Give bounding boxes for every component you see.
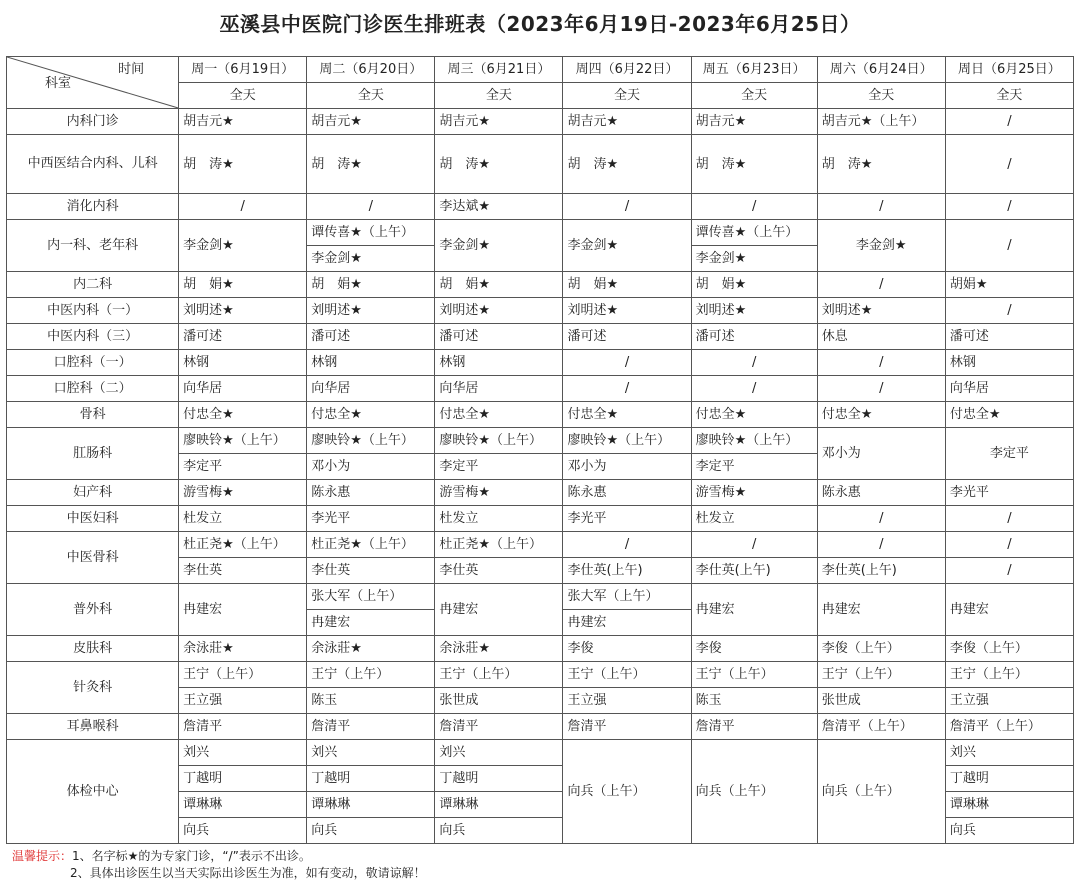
table-row	[7, 506, 1074, 532]
doctor-cell: 刘明述★	[817, 298, 945, 324]
period-cell: 全天	[179, 83, 307, 109]
doctor-cell: 陈玉	[691, 688, 817, 714]
period-cell: 全天	[691, 83, 817, 109]
day-header: 周四（6月22日）	[563, 57, 691, 83]
doctor-cell: 胡 涛★	[179, 135, 307, 194]
doctor-cell: 胡吉元★（上午）	[817, 109, 945, 135]
table-row	[7, 194, 1074, 220]
doctor-cell: 胡娟★	[945, 272, 1073, 298]
doctor-cell: 詹清平（上午）	[945, 714, 1073, 740]
dept-name: 口腔科（二）	[7, 376, 179, 402]
doctor-cell: 邓小为	[817, 428, 945, 480]
doctor-cell: /	[945, 220, 1073, 272]
doctor-cell: 付忠全★	[307, 402, 435, 428]
doctor-cell: 潘可述	[307, 324, 435, 350]
doctor-cell: 李俊	[563, 636, 691, 662]
doctor-cell: /	[945, 298, 1073, 324]
dept-name: 中医骨科	[7, 532, 179, 584]
doctor-cell: 向兵（上午）	[691, 740, 817, 844]
doctor-cell: 王宁（上午）	[179, 662, 307, 688]
page-title: 巫溪县中医院门诊医生排班表（2023年6月19日-2023年6月25日）	[219, 12, 861, 36]
doctor-cell: 张世成	[817, 688, 945, 714]
doctor-cell: 刘明述★	[691, 298, 817, 324]
doctor-cell: 冉建宏	[563, 610, 691, 636]
dept-name: 口腔科（一）	[7, 350, 179, 376]
notes	[12, 848, 426, 882]
doctor-cell: 胡 娟★	[435, 272, 563, 298]
doctor-cell: 王宁（上午）	[945, 662, 1073, 688]
doctor-cell: 游雪梅★	[691, 480, 817, 506]
day-header: 周二（6月20日）	[307, 57, 435, 83]
doctor-cell: 李定平	[435, 454, 563, 480]
doctor-cell: 李达斌★	[435, 194, 563, 220]
period-cell: 全天	[817, 83, 945, 109]
doctor-cell: 李俊（上午）	[945, 636, 1073, 662]
dept-name: 肛肠科	[7, 428, 179, 480]
doctor-cell: /	[945, 558, 1073, 584]
doctor-cell: 陈玉	[307, 688, 435, 714]
doctor-cell: 付忠全★	[691, 402, 817, 428]
doctor-cell: 李光平	[307, 506, 435, 532]
doctor-cell: 潘可述	[691, 324, 817, 350]
dept-name: 消化内科	[7, 194, 179, 220]
doctor-cell: 詹清平	[179, 714, 307, 740]
notes-label: 温馨提示：	[12, 849, 73, 863]
doctor-cell: 胡 娟★	[179, 272, 307, 298]
doctor-cell: /	[179, 194, 307, 220]
doctor-cell: 王宁（上午）	[435, 662, 563, 688]
table-row	[7, 532, 1074, 558]
doctor-cell: 刘明述★	[435, 298, 563, 324]
doctor-cell: /	[945, 194, 1073, 220]
doctor-cell: 王立强	[563, 688, 691, 714]
doctor-cell: 冉建宏	[817, 584, 945, 636]
doctor-cell: 丁越明	[435, 766, 563, 792]
dept-name: 内一科、老年科	[7, 220, 179, 272]
doctor-cell: 廖映铃★（上午）	[307, 428, 435, 454]
doctor-cell: 向华居	[179, 376, 307, 402]
doctor-cell: 胡 娟★	[691, 272, 817, 298]
doctor-cell: 李金剑★	[307, 246, 435, 272]
doctor-cell: 林钢	[179, 350, 307, 376]
doctor-cell: 陈永惠	[307, 480, 435, 506]
doctor-cell: 李定平	[691, 454, 817, 480]
doctor-cell: 邓小为	[307, 454, 435, 480]
doctor-cell: 胡 娟★	[307, 272, 435, 298]
doctor-cell: 王宁（上午）	[563, 662, 691, 688]
dept-name: 耳鼻喉科	[7, 714, 179, 740]
doctor-cell: 冉建宏	[691, 584, 817, 636]
header-row	[7, 57, 1074, 83]
doctor-cell: /	[563, 376, 691, 402]
dept-name: 妇产科	[7, 480, 179, 506]
doctor-cell: 向兵	[435, 818, 563, 844]
table-row	[7, 584, 1074, 610]
table-row	[7, 636, 1074, 662]
doctor-cell: 李仕英(上午)	[563, 558, 691, 584]
doctor-cell: 陈永惠	[817, 480, 945, 506]
doctor-cell: /	[817, 194, 945, 220]
table-row	[7, 350, 1074, 376]
note-line-1	[12, 848, 426, 865]
doctor-cell: 李金剑★	[179, 220, 307, 272]
doctor-cell: 张世成	[435, 688, 563, 714]
doctor-cell: 余泳莊★	[435, 636, 563, 662]
period-cell: 全天	[307, 83, 435, 109]
dept-name: 中医妇科	[7, 506, 179, 532]
doctor-cell: 李金剑★	[691, 246, 817, 272]
doctor-cell: 潘可述	[179, 324, 307, 350]
doctor-cell: 李定平	[179, 454, 307, 480]
doctor-cell: 余泳莊★	[307, 636, 435, 662]
doctor-cell: 王宁（上午）	[691, 662, 817, 688]
doctor-cell: /	[945, 135, 1073, 194]
dept-name: 针灸科	[7, 662, 179, 714]
doctor-cell: 向兵	[307, 818, 435, 844]
doctor-cell: 胡 娟★	[563, 272, 691, 298]
table-row	[7, 272, 1074, 298]
doctor-cell: /	[563, 194, 691, 220]
doctor-cell: 詹清平	[563, 714, 691, 740]
doctor-cell: 陈永惠	[563, 480, 691, 506]
doctor-cell: /	[691, 194, 817, 220]
table-row	[7, 298, 1074, 324]
doctor-cell: 邓小为	[563, 454, 691, 480]
doctor-cell: /	[945, 506, 1073, 532]
doctor-cell: /	[691, 376, 817, 402]
doctor-cell: 杜正尧★（上午）	[435, 532, 563, 558]
table-row	[7, 402, 1074, 428]
doctor-cell: 余泳莊★	[179, 636, 307, 662]
doctor-cell: 李仕英(上午)	[691, 558, 817, 584]
period-cell: 全天	[435, 83, 563, 109]
table-row	[7, 428, 1074, 454]
doctor-cell: 李光平	[563, 506, 691, 532]
doctor-cell: 付忠全★	[817, 402, 945, 428]
doctor-cell: 向华居	[945, 376, 1073, 402]
doctor-cell: 廖映铃★（上午）	[691, 428, 817, 454]
doctor-cell: 李光平	[945, 480, 1073, 506]
doctor-cell: 李金剑★	[435, 220, 563, 272]
doctor-cell: /	[691, 532, 817, 558]
table-row	[7, 714, 1074, 740]
doctor-cell: 胡 涛★	[307, 135, 435, 194]
doctor-cell: 廖映铃★（上午）	[563, 428, 691, 454]
dept-name: 中医内科（一）	[7, 298, 179, 324]
doctor-cell: 谭传喜★（上午）	[307, 220, 435, 246]
doctor-cell: 向兵（上午）	[563, 740, 691, 844]
doctor-cell: 付忠全★	[435, 402, 563, 428]
doctor-cell: 刘兴	[435, 740, 563, 766]
day-header: 周三（6月21日）	[435, 57, 563, 83]
doctor-cell: 王立强	[179, 688, 307, 714]
doctor-cell: 谭琳琳	[307, 792, 435, 818]
doctor-cell: 张大军（上午）	[563, 584, 691, 610]
dept-name: 骨科	[7, 402, 179, 428]
corner-label-dept: 科室	[45, 76, 72, 91]
doctor-cell: 谭传喜★（上午）	[691, 220, 817, 246]
corner-label-time: 时间	[118, 62, 145, 77]
doctor-cell: 杜发立	[435, 506, 563, 532]
doctor-cell: 谭琳琳	[945, 792, 1073, 818]
doctor-cell: 李仕英	[179, 558, 307, 584]
doctor-cell: 王立强	[945, 688, 1073, 714]
period-cell: 全天	[563, 83, 691, 109]
doctor-cell: 付忠全★	[563, 402, 691, 428]
doctor-cell: 刘明述★	[563, 298, 691, 324]
note-text-1: 1、名字标★的为专家门诊，“/”表示不出诊。	[72, 849, 311, 863]
dept-name: 内二科	[7, 272, 179, 298]
doctor-cell: /	[945, 109, 1073, 135]
doctor-cell: /	[563, 350, 691, 376]
doctor-cell: 胡吉元★	[435, 109, 563, 135]
doctor-cell: 詹清平	[435, 714, 563, 740]
doctor-cell: 谭琳琳	[435, 792, 563, 818]
doctor-cell: 李俊	[691, 636, 817, 662]
doctor-cell: 刘明述★	[179, 298, 307, 324]
doctor-cell: 向华居	[435, 376, 563, 402]
doctor-cell: 胡 涛★	[563, 135, 691, 194]
doctor-cell: 詹清平（上午）	[817, 714, 945, 740]
doctor-cell: /	[307, 194, 435, 220]
doctor-cell: 向兵（上午）	[817, 740, 945, 844]
period-cell: 全天	[945, 83, 1073, 109]
dept-name: 中医内科（三）	[7, 324, 179, 350]
doctor-cell: 李仕英	[307, 558, 435, 584]
doctor-cell: 林钢	[307, 350, 435, 376]
doctor-cell: 李俊（上午）	[817, 636, 945, 662]
table-row	[7, 109, 1074, 135]
doctor-cell: 向兵	[945, 818, 1073, 844]
doctor-cell: 刘兴	[179, 740, 307, 766]
doctor-cell: 向华居	[307, 376, 435, 402]
doctor-cell: 刘兴	[945, 740, 1073, 766]
doctor-cell: 游雪梅★	[179, 480, 307, 506]
doctor-cell: 丁越明	[307, 766, 435, 792]
day-header: 周日（6月25日）	[945, 57, 1073, 83]
doctor-cell: 游雪梅★	[435, 480, 563, 506]
doctor-cell: 潘可述	[435, 324, 563, 350]
doctor-cell: 丁越明	[945, 766, 1073, 792]
doctor-cell: /	[817, 506, 945, 532]
dept-name: 皮肤科	[7, 636, 179, 662]
doctor-cell: 詹清平	[307, 714, 435, 740]
doctor-cell: 廖映铃★（上午）	[179, 428, 307, 454]
doctor-cell: 李仕英(上午)	[817, 558, 945, 584]
doctor-cell: 张大军（上午）	[307, 584, 435, 610]
doctor-cell: 杜正尧★（上午）	[307, 532, 435, 558]
doctor-cell: 詹清平	[691, 714, 817, 740]
doctor-cell: 向兵	[179, 818, 307, 844]
doctor-cell: 胡 涛★	[435, 135, 563, 194]
doctor-cell: 丁越明	[179, 766, 307, 792]
doctor-cell: /	[691, 350, 817, 376]
doctor-cell: 潘可述	[945, 324, 1073, 350]
day-header: 周五（6月23日）	[691, 57, 817, 83]
dept-name: 体检中心	[7, 740, 179, 844]
doctor-cell: 胡吉元★	[563, 109, 691, 135]
doctor-cell: 刘兴	[307, 740, 435, 766]
doctor-cell: 胡吉元★	[179, 109, 307, 135]
doctor-cell: /	[817, 532, 945, 558]
doctor-cell: 胡吉元★	[691, 109, 817, 135]
dept-name: 内科门诊	[7, 109, 179, 135]
table-row	[7, 376, 1074, 402]
doctor-cell: 王宁（上午）	[817, 662, 945, 688]
doctor-cell: 胡吉元★	[307, 109, 435, 135]
doctor-cell: 杜发立	[179, 506, 307, 532]
table-row	[7, 324, 1074, 350]
doctor-cell: 胡 涛★	[691, 135, 817, 194]
day-header: 周一（6月19日）	[179, 57, 307, 83]
schedule-table	[6, 56, 1074, 844]
doctor-cell: 休息	[817, 324, 945, 350]
table-row	[7, 662, 1074, 688]
doctor-cell: /	[817, 350, 945, 376]
table-row	[7, 220, 1074, 246]
dept-name: 普外科	[7, 584, 179, 636]
doctor-cell: 谭琳琳	[179, 792, 307, 818]
dept-name: 中西医结合内科、儿科	[7, 135, 179, 194]
doctor-cell: 潘可述	[563, 324, 691, 350]
doctor-cell: 冉建宏	[435, 584, 563, 636]
table-row	[7, 135, 1074, 194]
doctor-cell: 李定平	[945, 428, 1073, 480]
day-header: 周六（6月24日）	[817, 57, 945, 83]
doctor-cell: 胡 涛★	[817, 135, 945, 194]
table-row	[7, 480, 1074, 506]
doctor-cell: 林钢	[945, 350, 1073, 376]
doctor-cell: 刘明述★	[307, 298, 435, 324]
diagonal-line	[7, 57, 178, 108]
doctor-cell: 冉建宏	[945, 584, 1073, 636]
doctor-cell: 杜发立	[691, 506, 817, 532]
note-line-2: 2、具体出诊医生以当天实际出诊医生为准，如有变动，敬请谅解！	[70, 866, 426, 880]
doctor-cell: 李金剑★	[817, 220, 945, 272]
doctor-cell: 廖映铃★（上午）	[435, 428, 563, 454]
doctor-cell: 李金剑★	[563, 220, 691, 272]
doctor-cell: /	[817, 376, 945, 402]
doctor-cell: /	[563, 532, 691, 558]
doctor-cell: 李仕英	[435, 558, 563, 584]
doctor-cell: /	[817, 272, 945, 298]
table-row	[7, 740, 1074, 766]
doctor-cell: 付忠全★	[179, 402, 307, 428]
corner-cell	[7, 57, 179, 109]
doctor-cell: 付忠全★	[945, 402, 1073, 428]
doctor-cell: 林钢	[435, 350, 563, 376]
doctor-cell: /	[945, 532, 1073, 558]
doctor-cell: 杜正尧★（上午）	[179, 532, 307, 558]
doctor-cell: 冉建宏	[307, 610, 435, 636]
doctor-cell: 冉建宏	[179, 584, 307, 636]
doctor-cell: 王宁（上午）	[307, 662, 435, 688]
